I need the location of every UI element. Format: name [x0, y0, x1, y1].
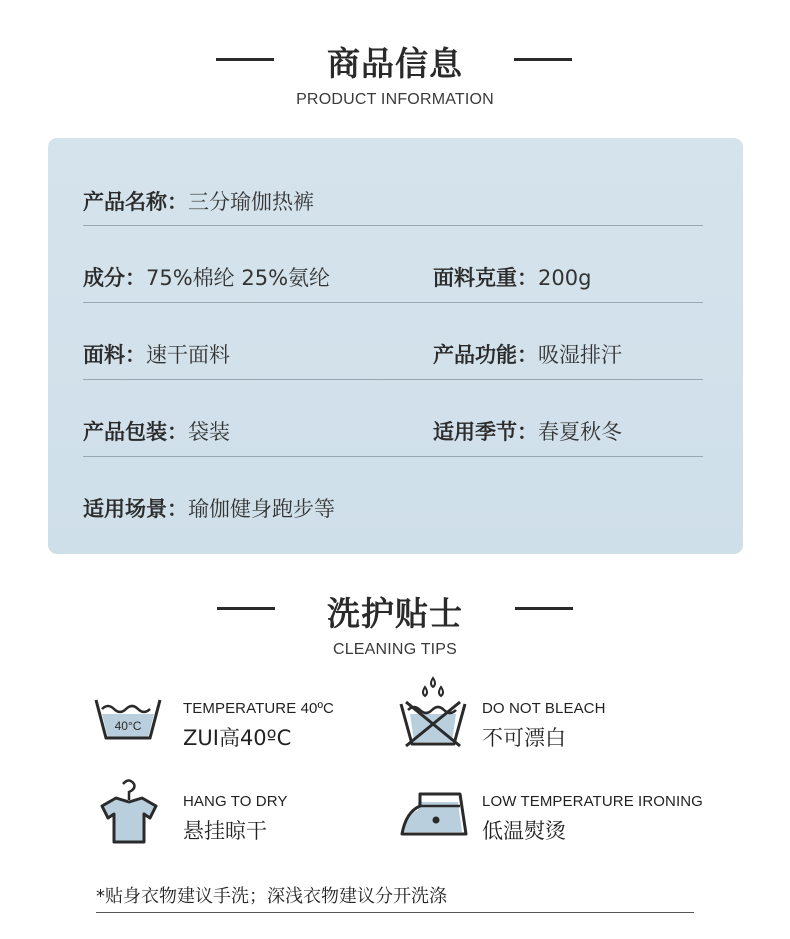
care-header	[0, 588, 790, 659]
no-bleach-icon	[398, 676, 468, 748]
tip-hang	[183, 793, 287, 845]
info-value: 袋装	[188, 420, 230, 444]
tip-cn: ZUI高40ºC	[183, 726, 292, 750]
info-key: 面料：	[83, 343, 146, 367]
tip-temperature	[183, 700, 334, 752]
info-row	[83, 262, 703, 292]
info-row	[83, 493, 703, 523]
info-value: 75%棉纶 25%氨纶	[146, 266, 331, 290]
tip-en: HANG TO DRY	[183, 793, 288, 810]
info-row	[83, 339, 703, 369]
care-subtitle: CLEANING TIPS	[332, 641, 458, 658]
info-key: 产品包装：	[83, 420, 188, 444]
wash-tub-icon	[92, 694, 164, 744]
tip-en: TEMPERATURE 40ºC	[183, 700, 334, 717]
info-key: 适用场景：	[83, 497, 188, 521]
tip-iron	[482, 793, 703, 845]
info-key: 产品名称：	[83, 190, 188, 214]
info-key: 产品功能：	[433, 343, 538, 367]
info-row	[83, 416, 703, 446]
info-divider	[83, 302, 703, 303]
info-divider	[83, 379, 703, 380]
product-info-header	[0, 38, 790, 109]
tip-bleach	[482, 700, 606, 752]
iron-icon	[398, 790, 470, 840]
tip-cn: 低温熨烫	[482, 819, 566, 843]
info-value: 三分瑜伽热裤	[188, 190, 314, 214]
info-divider	[83, 456, 703, 457]
info-value: 200g	[538, 266, 592, 290]
product-info-subtitle: PRODUCT INFORMATION	[296, 91, 494, 108]
info-key: 适用季节：	[433, 420, 538, 444]
info-row	[83, 186, 703, 216]
care-title: 洗护贴士	[327, 594, 463, 633]
info-value: 春夏秋冬	[538, 420, 622, 444]
info-key: 成分：	[83, 266, 146, 290]
info-key: 面料克重：	[433, 266, 538, 290]
tip-en: DO NOT BLEACH	[482, 700, 606, 717]
info-divider	[83, 225, 703, 226]
info-value: 吸湿排汗	[538, 343, 622, 367]
info-value: 速干面料	[146, 343, 230, 367]
care-note: *贴身衣物建议手洗；深浅衣物建议分开洗涤	[96, 886, 447, 907]
product-info-title: 商品信息	[327, 44, 463, 83]
tip-cn: 不可漂白	[482, 726, 566, 750]
product-info-card	[48, 138, 743, 554]
info-value: 瑜伽健身跑步等	[188, 497, 335, 521]
hang-dry-icon	[98, 776, 160, 846]
note-underline	[96, 912, 694, 913]
wash-tub-label: 40°C	[114, 719, 142, 733]
tip-cn: 悬挂晾干	[183, 819, 267, 843]
tip-en: LOW TEMPERATURE IRONING	[482, 793, 703, 810]
